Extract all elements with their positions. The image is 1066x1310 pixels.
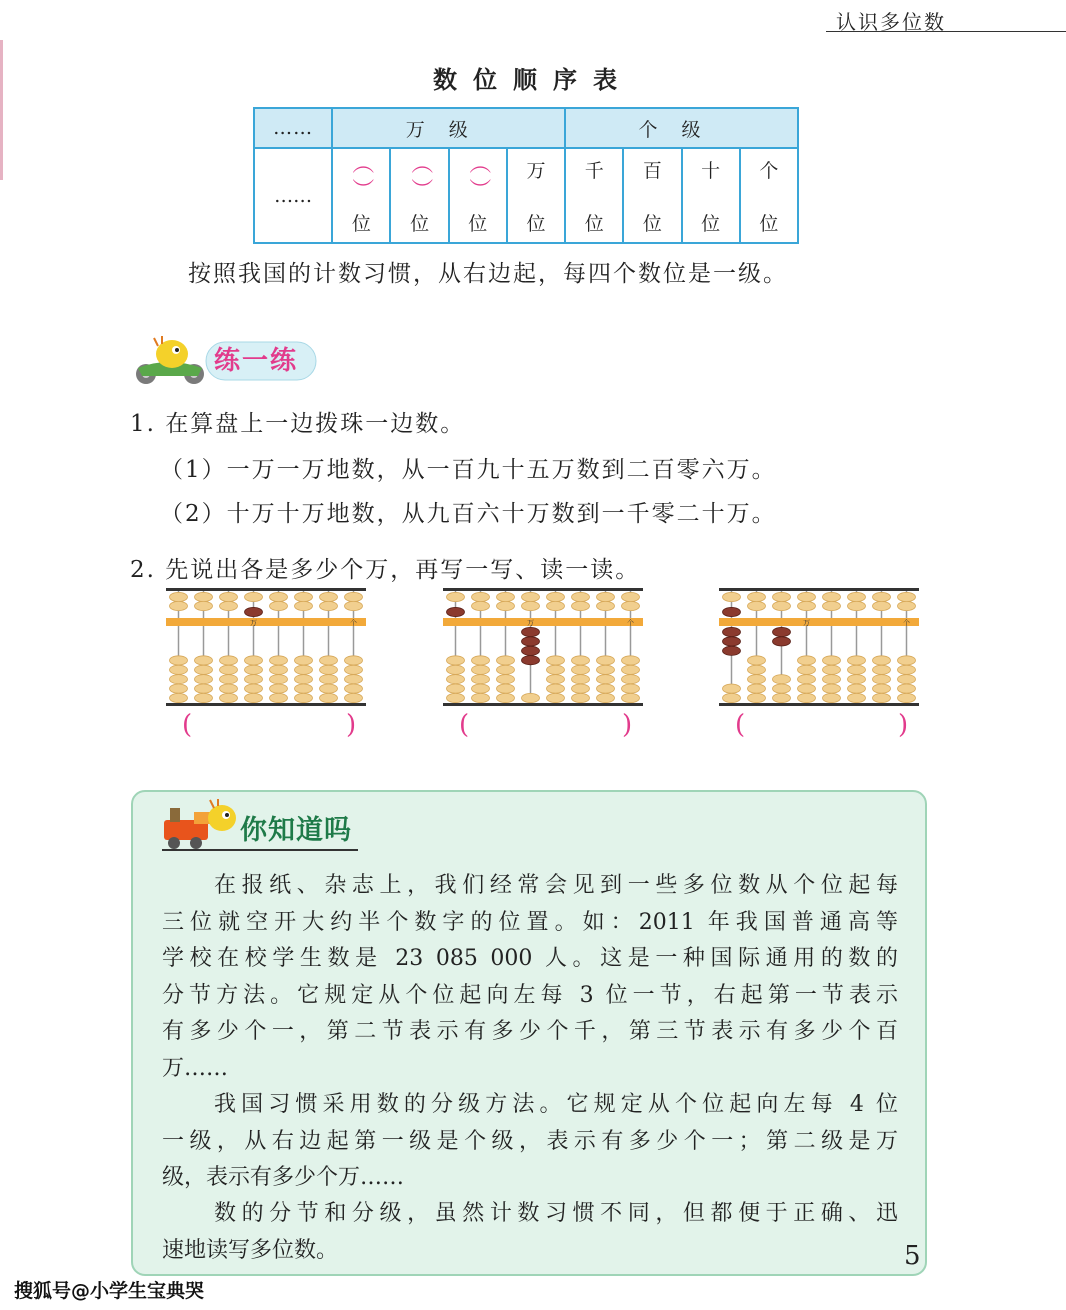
abacus-beam — [166, 618, 366, 626]
bead — [723, 684, 741, 693]
bead — [295, 693, 313, 702]
bead — [622, 592, 640, 601]
bead — [295, 675, 313, 684]
blank-paren-close: ） — [349, 177, 375, 201]
bead — [320, 601, 338, 610]
abacus-bottom-frame — [719, 703, 919, 706]
place-suffix: 位 — [526, 212, 546, 235]
ge-marker: 个 — [903, 619, 910, 627]
bead — [622, 684, 640, 693]
ge-marker: 个 — [627, 619, 634, 627]
bead — [597, 675, 615, 684]
place-name: 万 — [526, 159, 546, 182]
bead — [195, 592, 213, 601]
place-suffix: 位 — [410, 212, 430, 235]
blank-paren-open: （ — [407, 151, 433, 174]
bead — [748, 675, 766, 684]
bead — [497, 693, 515, 702]
bead — [898, 693, 916, 702]
answer-3-open: ( — [735, 710, 746, 740]
info-paragraph-1 — [162, 868, 898, 1087]
bead — [245, 675, 263, 684]
bead — [748, 693, 766, 702]
bead — [572, 601, 590, 610]
blank-paren-open: （ — [349, 151, 375, 174]
place-suffix: 位 — [759, 212, 779, 235]
bead — [798, 693, 816, 702]
bead — [472, 684, 490, 693]
bead — [848, 693, 866, 702]
bead — [345, 665, 363, 674]
table-head-dots: …… — [254, 108, 332, 148]
abacus-top-frame — [719, 588, 919, 591]
bead — [547, 601, 565, 610]
bead — [798, 665, 816, 674]
bead — [798, 601, 816, 610]
paragraph-line: 有多少个一，第二节表示有多少个千，第三节表示有多少个百 — [162, 1019, 898, 1044]
bead — [345, 684, 363, 693]
bead — [345, 592, 363, 601]
bead-active — [773, 637, 791, 646]
bead — [320, 656, 338, 665]
bead — [898, 675, 916, 684]
bead — [848, 601, 866, 610]
bead — [170, 601, 188, 610]
place-cell — [565, 148, 623, 243]
bead — [823, 675, 841, 684]
bead — [773, 684, 791, 693]
bead — [522, 601, 540, 610]
bead — [898, 684, 916, 693]
bead-active — [522, 627, 540, 636]
bead — [270, 675, 288, 684]
abacus-beam — [443, 618, 643, 626]
place-suffix: 位 — [642, 212, 662, 235]
question-1-part-1: （1）一万一万地数，从一百九十五万数到二百零六万。 — [160, 457, 777, 483]
paragraph-line: 三位就空开大约半个数字的位置。如：2011 年我国普通高等 — [162, 909, 898, 935]
abacus-3 — [719, 588, 919, 706]
answer-2-open: ( — [459, 710, 470, 740]
bead — [170, 665, 188, 674]
place-suffix: 位 — [701, 212, 721, 235]
wan-marker: 万 — [250, 619, 257, 627]
bead-active — [723, 627, 741, 636]
bead — [547, 675, 565, 684]
bead — [572, 684, 590, 693]
bead — [823, 684, 841, 693]
bead-active — [522, 637, 540, 646]
bead — [773, 675, 791, 684]
bead — [798, 656, 816, 665]
abacus-bottom-frame — [166, 703, 366, 706]
bead — [195, 665, 213, 674]
bead — [773, 693, 791, 702]
bead — [748, 656, 766, 665]
abacus-2 — [443, 588, 643, 706]
bead — [547, 656, 565, 665]
abacus-top-frame — [166, 588, 366, 591]
bead — [597, 693, 615, 702]
bead — [497, 675, 515, 684]
bead — [622, 665, 640, 674]
bead — [472, 592, 490, 601]
blank-paren-open: （ — [465, 151, 491, 174]
bead — [195, 656, 213, 665]
bead — [220, 601, 238, 610]
bead — [848, 675, 866, 684]
bead — [295, 665, 313, 674]
bead — [170, 656, 188, 665]
bead — [447, 592, 465, 601]
bead — [195, 601, 213, 610]
bead — [622, 693, 640, 702]
page-number: 5 — [904, 1241, 921, 1271]
place-name: 千 — [584, 159, 604, 182]
bead — [572, 592, 590, 601]
bead — [320, 693, 338, 702]
place-suffix: 位 — [351, 212, 371, 235]
watermark: 搜狐号@小学生宝典哭 — [14, 1280, 205, 1302]
bead — [472, 693, 490, 702]
bead — [848, 592, 866, 601]
place-suffix: 位 — [468, 212, 488, 235]
place-cell — [740, 148, 798, 243]
bead — [823, 601, 841, 610]
bead — [295, 592, 313, 601]
abacus-bottom-frame — [443, 703, 643, 706]
place-cell — [682, 148, 740, 243]
bead — [270, 656, 288, 665]
bead — [572, 675, 590, 684]
bead — [320, 675, 338, 684]
place-suffix: 位 — [584, 212, 604, 235]
bead — [220, 693, 238, 702]
bead — [798, 684, 816, 693]
bead-active — [522, 646, 540, 655]
bead — [245, 592, 263, 601]
bead — [270, 601, 288, 610]
paragraph-line: 一级，从右边起第一级是个级，表示有多少个一；第二级是万 — [162, 1128, 898, 1154]
bead — [723, 693, 741, 702]
bead — [873, 675, 891, 684]
bead — [547, 684, 565, 693]
bead — [497, 656, 515, 665]
bead — [170, 684, 188, 693]
bead — [245, 665, 263, 674]
bead — [472, 665, 490, 674]
bead — [472, 675, 490, 684]
answer-1-open: ( — [182, 710, 193, 740]
bead — [873, 665, 891, 674]
wan-marker: 万 — [803, 619, 810, 627]
bead — [723, 592, 741, 601]
bead-active — [447, 607, 465, 616]
bead — [220, 665, 238, 674]
blank-paren-close: ） — [407, 177, 433, 201]
paragraph-line: 数的分节和分级，虽然计数习惯不同，但都便于正确、迅 — [214, 1201, 898, 1226]
bead — [798, 675, 816, 684]
bead — [597, 592, 615, 601]
bead — [773, 601, 791, 610]
bead — [597, 684, 615, 693]
bead — [170, 693, 188, 702]
place-cell — [332, 148, 390, 243]
bead — [497, 684, 515, 693]
bead — [345, 693, 363, 702]
bead-active — [723, 607, 741, 616]
bead — [622, 656, 640, 665]
bead — [220, 656, 238, 665]
question-2: 2. 先说出各是多少个万，再写一写、读一读。 — [130, 557, 641, 583]
place-cell — [390, 148, 448, 243]
answer-1-close: ) — [346, 710, 357, 740]
paragraph-line: 我国习惯采用数的分级方法。它规定从个位起向左每 4 位 — [214, 1092, 898, 1117]
table-body-dots: …… — [254, 148, 332, 243]
bead — [195, 693, 213, 702]
paragraph-line: 在报纸、杂志上，我们经常会见到一些多位数从个位起每 — [214, 873, 898, 898]
table-title: 数位顺序表 — [433, 66, 633, 94]
bead — [773, 592, 791, 601]
bead — [547, 592, 565, 601]
place-cell — [623, 148, 681, 243]
question-1: 1. 在算盘上一边拨珠一边数。 — [130, 411, 466, 437]
bead-active — [522, 656, 540, 665]
bead — [320, 592, 338, 601]
practice-label: 练一练 — [214, 346, 299, 376]
bead — [572, 665, 590, 674]
train-icon — [160, 798, 242, 852]
bead — [622, 601, 640, 610]
bead — [547, 665, 565, 674]
answer-2-close: ) — [622, 710, 633, 740]
bead — [898, 592, 916, 601]
bead — [295, 601, 313, 610]
paragraph-line: 万…… — [162, 1055, 229, 1081]
bead — [170, 592, 188, 601]
bead — [170, 675, 188, 684]
abacus-1 — [166, 588, 366, 706]
bead-active — [245, 607, 263, 616]
bead — [522, 693, 540, 702]
bead — [898, 665, 916, 674]
bead — [295, 684, 313, 693]
bead — [245, 684, 263, 693]
question-1-part-2: （2）十万十万地数，从九百六十万数到一千零二十万。 — [160, 501, 777, 527]
place-value-table — [253, 107, 799, 244]
bead — [823, 693, 841, 702]
bead — [472, 656, 490, 665]
bead — [848, 656, 866, 665]
bead — [220, 675, 238, 684]
bead — [472, 601, 490, 610]
paragraph-line: 级，表示有多少个万…… — [162, 1165, 405, 1190]
bead — [748, 601, 766, 610]
bead — [497, 665, 515, 674]
rule-text: 按照我国的计数习惯，从右边起，每四个数位是一级。 — [188, 261, 788, 287]
bead-active — [723, 646, 741, 655]
info-paragraph-3 — [162, 1196, 898, 1269]
bead — [823, 656, 841, 665]
bead — [270, 684, 288, 693]
bead — [320, 665, 338, 674]
bead — [270, 592, 288, 601]
bead — [597, 601, 615, 610]
bead — [873, 684, 891, 693]
bead — [823, 592, 841, 601]
abacus-beam — [719, 618, 919, 626]
bead — [195, 684, 213, 693]
bead — [270, 693, 288, 702]
paragraph-line: 学校在校学生数是 23 085 000 人。这是一种国际通用的数的 — [162, 946, 898, 971]
bead — [295, 656, 313, 665]
did-you-know-title: 你知道吗 — [240, 815, 352, 846]
bead — [447, 665, 465, 674]
bead — [898, 601, 916, 610]
title-underline — [162, 849, 358, 851]
bead — [622, 675, 640, 684]
bead — [497, 601, 515, 610]
bead — [497, 592, 515, 601]
bead — [597, 656, 615, 665]
bead — [270, 665, 288, 674]
place-name: 个 — [759, 159, 779, 182]
bead — [345, 656, 363, 665]
bead — [848, 665, 866, 674]
wan-ji-header: 万级 — [332, 108, 565, 148]
blank-paren-close: ） — [465, 177, 491, 201]
running-head: 认识多位数 — [826, 6, 1066, 32]
bead — [572, 693, 590, 702]
bead — [572, 656, 590, 665]
bead — [873, 601, 891, 610]
info-paragraph-2 — [162, 1087, 898, 1197]
bead — [873, 592, 891, 601]
place-cell — [449, 148, 507, 243]
bead — [220, 684, 238, 693]
bead — [345, 675, 363, 684]
bead-active — [723, 637, 741, 646]
bead — [447, 693, 465, 702]
ge-marker: 个 — [350, 619, 357, 627]
bead — [195, 675, 213, 684]
bead — [447, 684, 465, 693]
bead — [345, 601, 363, 610]
bead — [447, 656, 465, 665]
bead — [522, 592, 540, 601]
bead — [597, 665, 615, 674]
bead-active — [773, 627, 791, 636]
place-cell — [507, 148, 565, 243]
paragraph-line: 分节方法。它规定从个位起向左每 3 位一节，右起第一节表示 — [162, 982, 898, 1008]
bead — [320, 684, 338, 693]
bead — [220, 592, 238, 601]
bead — [245, 656, 263, 665]
wan-marker: 万 — [527, 619, 534, 627]
bead — [547, 693, 565, 702]
bead — [873, 693, 891, 702]
abacus-top-frame — [443, 588, 643, 591]
answer-3-close: ) — [898, 710, 909, 740]
bead — [873, 656, 891, 665]
bead — [823, 665, 841, 674]
bead — [798, 592, 816, 601]
bead — [447, 675, 465, 684]
place-name: 十 — [701, 159, 721, 182]
bead — [898, 656, 916, 665]
bead — [748, 665, 766, 674]
ge-ji-header: 个级 — [565, 108, 798, 148]
bead — [848, 684, 866, 693]
bead — [748, 684, 766, 693]
bead — [245, 693, 263, 702]
bead — [748, 592, 766, 601]
place-name: 百 — [642, 159, 662, 182]
paragraph-line: 速地读写多位数。 — [162, 1237, 339, 1263]
